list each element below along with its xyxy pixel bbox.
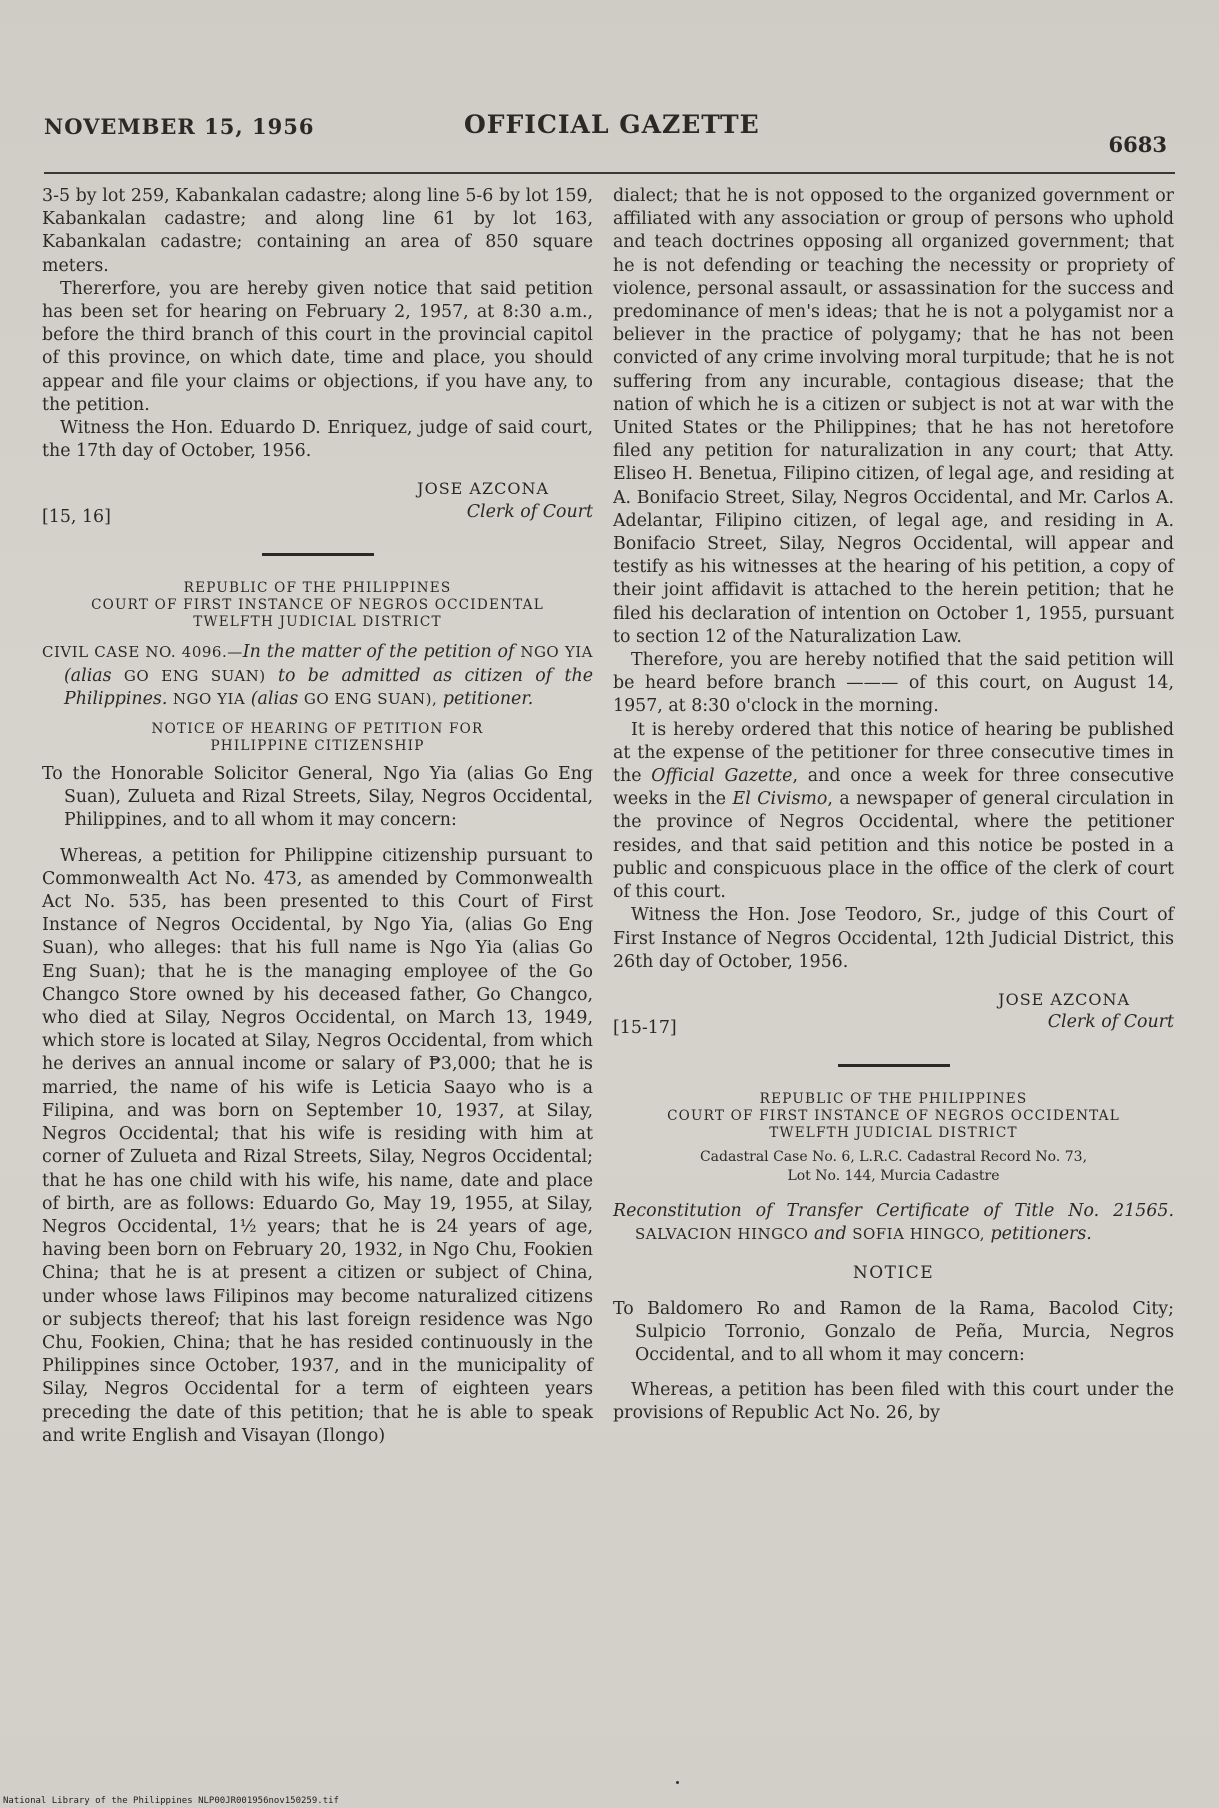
clerk-name: JOSE AZCONA <box>417 479 549 499</box>
page-header <box>44 110 1175 157</box>
case-text: to be admitted as citizen of the Philippines. <box>64 665 594 709</box>
paragraph: Therefore, you are hereby notified that the said petition will be heard before branch ——— of this court, on August 14, 1957, at 8:30 o'clock in the morning. <box>613 650 1174 717</box>
heading-line: TWELFTH JUDICIAL DISTRICT <box>769 1124 1018 1141</box>
notice-heading <box>42 721 593 755</box>
paragraph: Witness the Hon. Eduardo D. Enriquez, judge of said court, the 17th day of October, 1956. <box>42 418 593 462</box>
notice-title: NOTICE <box>852 1263 935 1284</box>
section-divider <box>262 553 374 556</box>
petitioner-name: SALVACION HINGCO <box>635 1225 809 1244</box>
text-run: , a newspaper of general circulation in the province of Negros Occidental, where the petitioner resides, and that said petition and this notice be posted in a public and conspicuous place in the office of the clerk of court of this court. <box>613 789 1174 903</box>
heading-line: COURT OF FIRST INSTANCE OF NEGROS OCCIDENTAL <box>667 1107 1120 1124</box>
cadastral-line: Lot No. 144, Murcia Cadastre <box>787 1167 1000 1184</box>
case-text: Reconstitution of Transfer Certificate of Title No. 21565. <box>613 1200 1174 1221</box>
left-column <box>42 185 593 1448</box>
issue-reference: [15-17] <box>613 1017 677 1038</box>
addressees: To Baldomero Ro and Ramon de la Rama, Bacolod City; Sulpicio Torronio, Gonzalo de Peña, Murcia, Negros Occidental, and to all whom it may concern: <box>613 1298 1174 1365</box>
scan-speck <box>676 1781 679 1784</box>
scan-source: National Library of the Philippines NLP00JR001956nov150259.tif <box>3 1796 339 1806</box>
heading-line: PHILIPPINE CITIZENSHIP <box>210 738 425 755</box>
clerk-title: Clerk of Court <box>466 501 593 522</box>
clerk-title: Clerk of Court <box>1047 1012 1174 1033</box>
court-heading <box>613 1091 1174 1142</box>
case-text: In the matter of the petition of <box>242 642 515 663</box>
gazette-name: Official Gazette <box>651 766 793 787</box>
case-text: petitioners. <box>990 1224 1092 1245</box>
signature-block <box>42 477 593 535</box>
cadastral-reference <box>613 1148 1174 1186</box>
case-text: and <box>813 1224 847 1245</box>
heading-line: NOTICE OF HEARING OF PETITION FOR <box>151 721 484 738</box>
paragraph: 3-5 by lot 259, Kabankalan cadastre; along line 5-6 by lot 159, Kabankalan cadastre; and along line 61 by lot 163, Kabankalan cadastre; containing an area of 850 square meters. <box>42 186 593 276</box>
issue-reference: [15, 16] <box>42 507 111 528</box>
paragraph: Whereas, a petition has been filed with this court under the provisions of Republic Act No. 26, by <box>613 1380 1174 1424</box>
case-text: (alias <box>250 688 299 709</box>
publication-title: OFFICIAL GAZETTE <box>464 110 760 139</box>
heading-line: TWELFTH JUDICIAL DISTRICT <box>193 614 442 631</box>
text-run: , and once a week for three consecutive weeks in the <box>613 766 1174 810</box>
petitioner-alias: GO ENG SUAN), <box>303 689 438 708</box>
right-column <box>613 185 1174 1426</box>
case-text: (alias <box>64 665 112 686</box>
addressees: To the Honorable Solicitor General, Ngo Yia (alias Go Eng Suan), Zulueta and Rizal Streets, Silay, Negros Occidental, Philippines, and to all whom it may concern: <box>42 764 593 831</box>
heading-line: REPUBLIC OF THE PHILIPPINES <box>183 580 452 597</box>
section-divider <box>838 1064 950 1067</box>
newspaper-name: El Civismo <box>732 789 828 810</box>
petitioner-name: NGO YIA <box>172 689 246 708</box>
paragraph: Witness the Hon. Jose Teodoro, Sr., judge of this Court of First Instance of Negros Occidental, 12th Judicial District, this 26th day of October, 1956. <box>613 905 1174 972</box>
text-run: It is hereby ordered that this notice of hearing be published at the expense of the petitioner for three consecutive times in the <box>613 719 1174 787</box>
petitioner-name: SOFIA HINGCO, <box>852 1225 985 1244</box>
petitioner-name: NGO YIA <box>520 643 594 662</box>
clerk-name: JOSE AZCONA <box>998 989 1130 1009</box>
case-caption <box>42 641 593 711</box>
signature-block <box>613 988 1174 1046</box>
header-rule <box>44 172 1175 174</box>
paragraph: Thererfore, you are hereby given notice that said petition has been set for hearing on February 2, 1957, at 8:30 a.m., before the third branch of this court in the provincial capitol of this province, on which date, time and place, you should appear and file your claims or objections, if you have any, to the petition. <box>42 278 593 415</box>
issue-date: NOVEMBER 15, 1956 <box>44 114 315 139</box>
paragraph: Whereas, a petition for Philippine citizenship pursuant to Commonwealth Act No. 473, as amended by Commonwealth Act No. 535, has been presented to this Court of First Instance of Negros Occidental, by Ngo Yia, (alias Go Eng Suan), who alleges: that his full name is Ngo Yia (alias Go Eng Suan); that he is the managing employee of the Go Changco Store owned by his deceased father, Go Changco, who died at Silay, Negros Occidental, on March 13, 1949, which store is located at Silay, Negros Occidental, from which he derives an annual income or salary of ₱3,000; that he is married, the name of his wife is Leticia Saayo who is a Filipina, and was born on September 10, 1937, at Silay, Negros Occidental; that his wife is residing with him at corner of Zulueta and Rizal Streets, Silay, Negros Occidental; that he has one child with his wife, his name, date and place of birth, are as follows: Eduardo Go, May 19, 1955, at Silay, Negros Occidental, 1½ years; that he is 24 years of age, having been born on February 20, 1932, in Ngo Chu, Fookien China; that he is at present a citizen or subject of China, under whose laws Filipinos may become naturalized citizens or subjects thereof; that his last foreign residence was Ngo Chu, Fookien, China; that he has resided continuously in the Philippines since October, 1937, and in the municipality of Silay, Negros Occidental for a term of eighteen years preceding the date of this petition; that he is able to speak and write English and Visayan (Ilongo) <box>42 845 593 1446</box>
case-text: petitioner. <box>442 688 534 709</box>
case-number: CIVIL CASE NO. 4096.— <box>42 643 243 662</box>
petitioner-alias: GO ENG SUAN) <box>123 666 266 685</box>
page-number: 6683 <box>1108 132 1167 157</box>
cadastral-line: Cadastral Case No. 6, L.R.C. Cadastral Record No. 73, <box>699 1148 1088 1165</box>
paragraph: dialect; that he is not opposed to the organized government or affiliated with any association or group of persons who uphold and teach doctrines opposing all organized government; that he is not defending or teaching the necessity or propriety of violence, personal assault, or assassination for the success and predominance of men's ideas; that he is not a polygamist nor a believer in the practice of polygamy; that he has not been convicted of any crime involving moral turpitude; that he is not suffering from any incurable, contagious disease; that the nation of which he is a citizen or subject is not at war with the United States or the Philippines; that he has not heretofore filed any petition for naturalization in any court; that Atty. Eliseo H. Benetua, Filipino citizen, of legal age, and residing at A. Bonifacio Street, Silay, Negros Occidental, and Mr. Carlos A. Adelantar, Filipino citizen, of legal age, and residing in A. Bonifacio Street, Silay, Negros Occidental, will appear and testify as his witnesses at the hearing of his petition, a copy of their joint affidavit is attached to the herein petition; that he filed his declaration of intention on October 1, 1955, pursuant to section 12 of the Naturalization Law. <box>613 186 1174 647</box>
heading-line: COURT OF FIRST INSTANCE OF NEGROS OCCIDENTAL <box>91 597 544 614</box>
heading-line: REPUBLIC OF THE PHILIPPINES <box>759 1090 1028 1107</box>
paragraph <box>613 719 1174 905</box>
case-caption <box>613 1200 1174 1246</box>
court-heading <box>42 580 593 631</box>
